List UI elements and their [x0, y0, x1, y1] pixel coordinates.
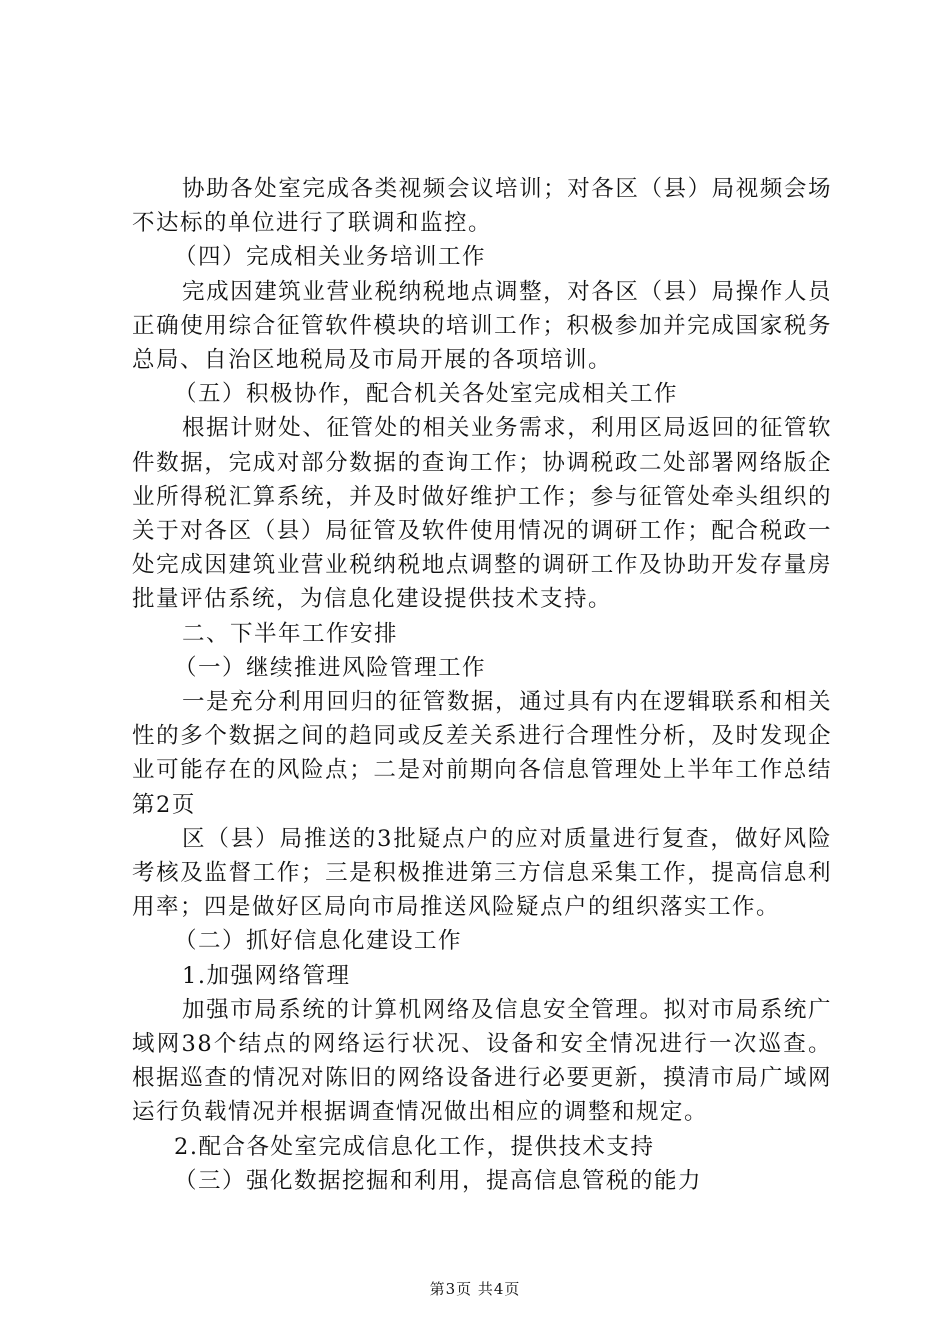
heading-second-half-plan: 二、下半年工作安排: [182, 620, 399, 647]
paragraph-risk-management: 一是充分利用回归的征管数据，通过具有内在逻辑联系和相关性的多个数据之间的趋同或反差关系进行合理性分析，及时发现企业可能存在的风险点；二是对前期向各信息管理处上半年工作总结第2页: [132, 689, 832, 818]
heading-cooperation: （五）积极协作，配合机关各处室完成相关工作: [174, 381, 679, 408]
paragraph-cooperation: 根据计财处、征管处的相关业务需求，利用区局返回的征管软件数据，完成对部分数据的查询工作；协调税政二处部署网络版企业所得税汇算系统，并及时做好维护工作；参与征管处牵头组织的关于对各区（县）局征管及软件使用情况的调研工作；配合税政一处完成因建筑业营业税纳税地点调整的调研工作及协助开发存量房批量评估系统，为信息化建设提供技术支持。: [132, 415, 832, 613]
heading-data-mining: （三）强化数据挖掘和利用，提高信息管税的能力: [174, 1167, 703, 1194]
paragraph-risk-review: 区（县）局推送的3批疑点户的应对质量进行复查，做好风险考核及监督工作；三是积极推进第三方信息采集工作，提高信息利用率；四是做好区局向市局推送风险疑点户的组织落实工作。: [132, 825, 832, 921]
heading-risk-management: （一）继续推进风险管理工作: [174, 654, 487, 681]
heading-informatization: （二）抓好信息化建设工作: [174, 928, 463, 955]
document-body: [132, 172, 832, 1198]
paragraph-network-management: 加强市局系统的计算机网络及信息安全管理。拟对市局系统广域网38个结点的网络运行状况、设备和安全情况进行一次巡查。根据巡查的情况对陈旧的网络设备进行必要更新，摸清市局广域网运行负载情况并根据调查情况做出相应的调整和规定。: [132, 996, 832, 1126]
page-number-footer: 第3页 共4页: [429, 1280, 521, 1298]
paragraph-business-training: 完成因建筑业营业税纳税地点调整，对各区（县）局操作人员正确使用综合征管软件模块的培训工作；积极参加并完成国家税务总局、自治区地税局及市局开展的各项培训。: [132, 278, 832, 374]
heading-tech-support: 2.配合各处室完成信息化工作，提供技术支持: [174, 1133, 655, 1160]
heading-business-training: （四）完成相关业务培训工作: [174, 244, 487, 271]
paragraph-video-training: 协助各处室完成各类视频会议培训；对各区（县）局视频会场不达标的单位进行了联调和监控。: [132, 176, 832, 237]
heading-network-management: 1.加强网络管理: [182, 962, 351, 989]
